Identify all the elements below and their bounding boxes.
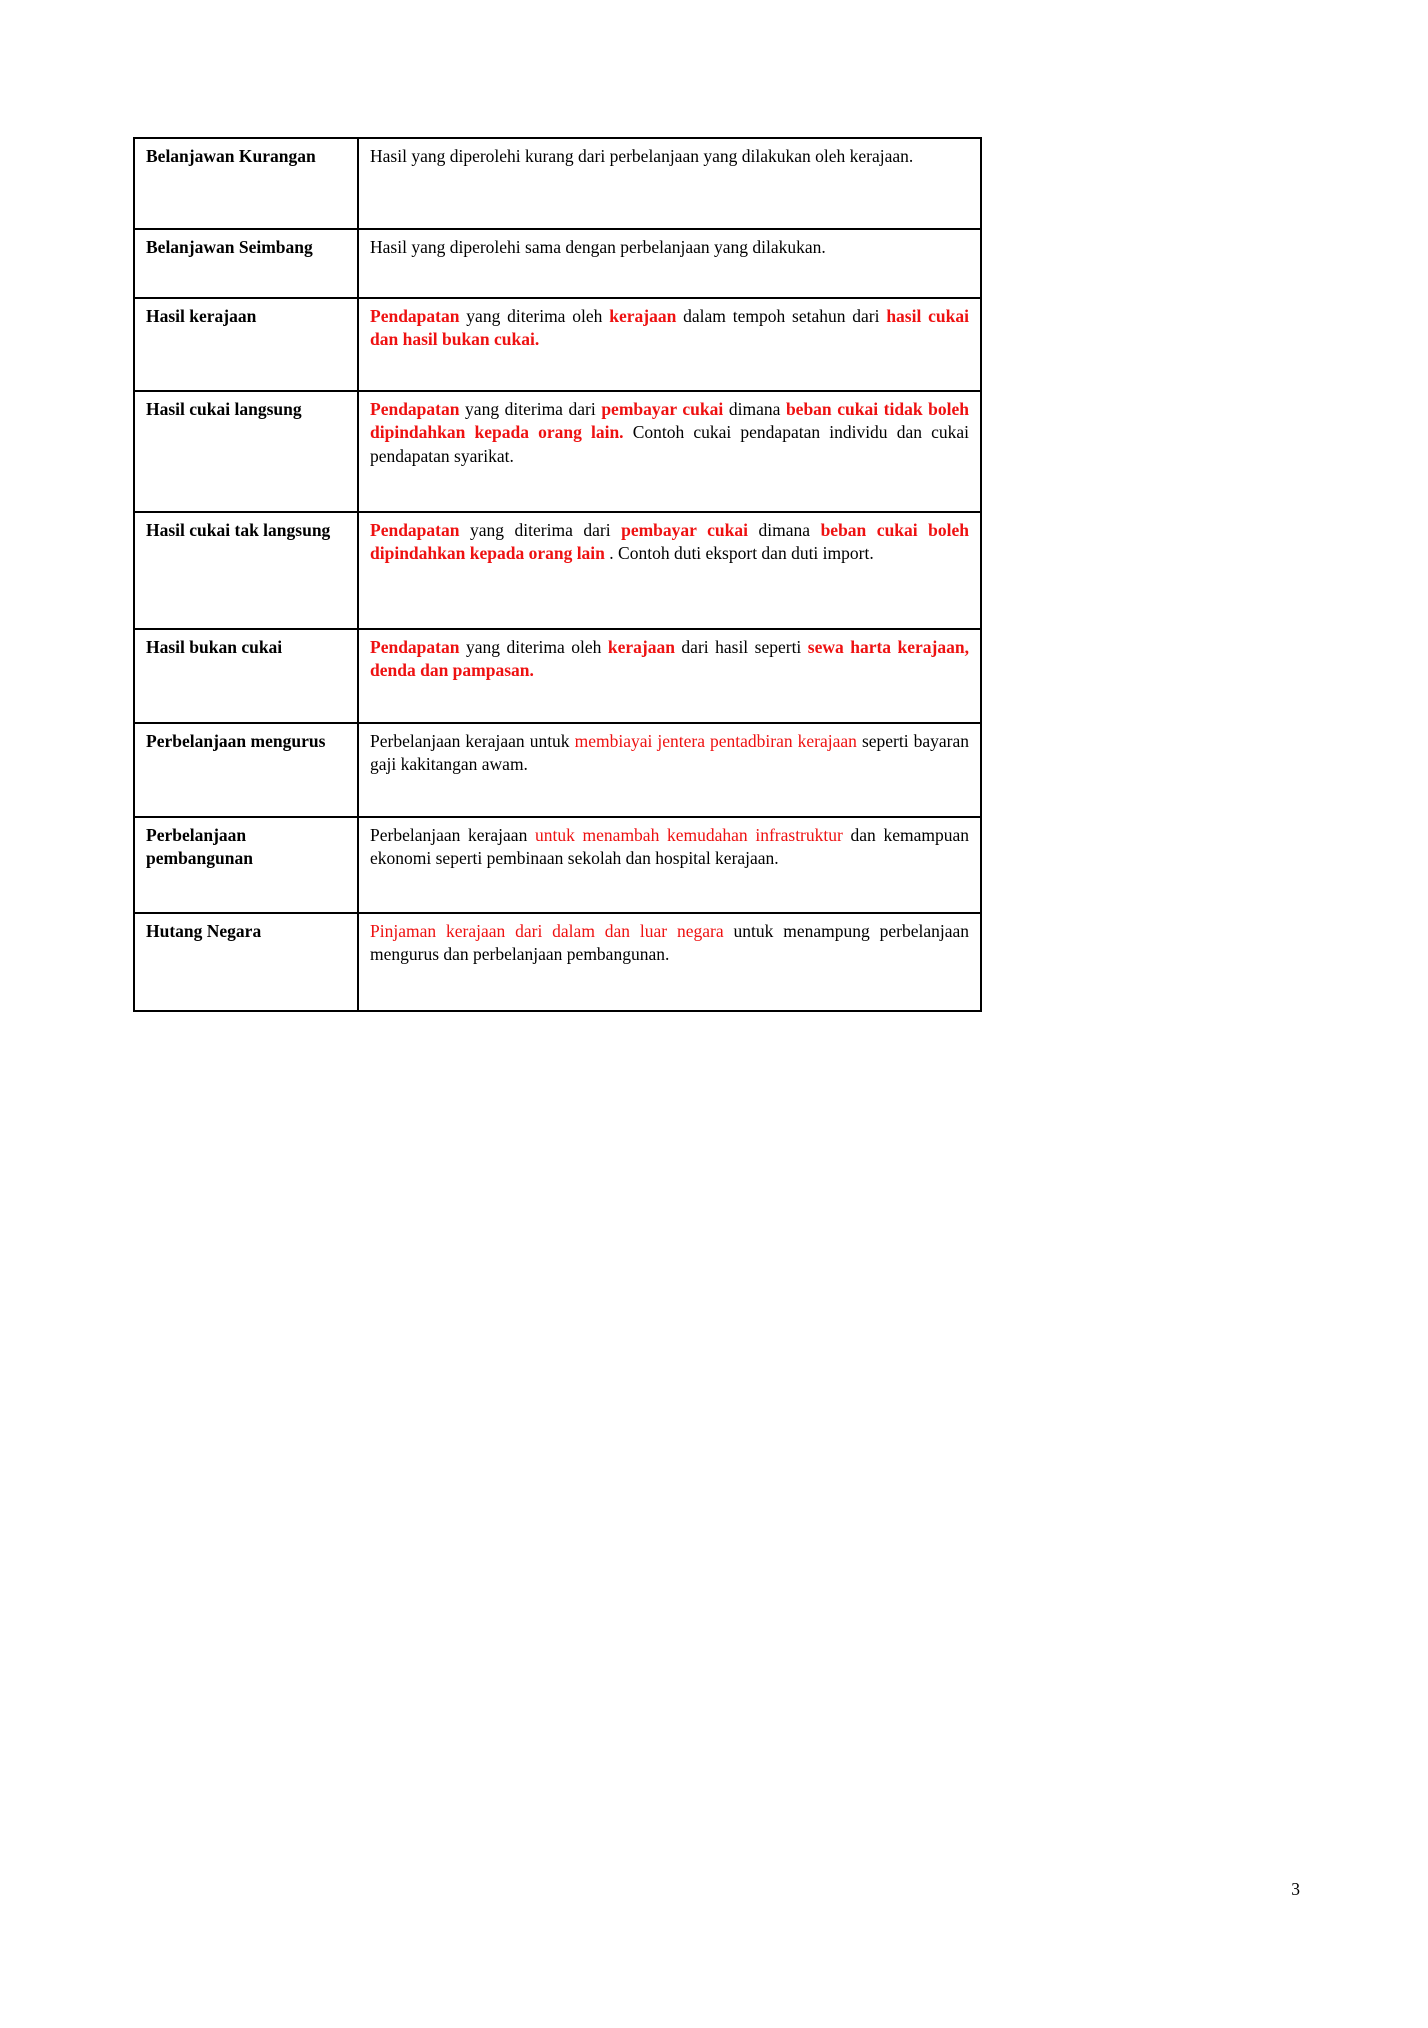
definition-cell [358, 723, 981, 817]
definition-segment: membiayai jentera pentadbiran kerajaan [574, 731, 862, 751]
table-row [134, 391, 981, 512]
definition-segment: . Contoh duti eksport dan duti import. [609, 543, 874, 564]
definition-segment: beban cukai tidak boleh dipindahkan kepada orang lain. [370, 399, 969, 443]
definition-segment: yang diterima dari [470, 520, 622, 540]
definition-cell [358, 817, 981, 913]
term-cell: Perbelanjaan mengurus [134, 723, 358, 817]
term-cell: Belanjawan Seimbang [134, 229, 358, 298]
definition-segment: Pendapatan [370, 306, 467, 326]
definition-segment: kerajaan [607, 637, 682, 657]
definition-cell [358, 229, 981, 298]
definition-segment: dan kemampuan ekonomi seperti pembinaan sekolah dan hospital kerajaan. [370, 825, 969, 869]
definition-cell [358, 138, 981, 229]
definition-cell [358, 913, 981, 1011]
definition-segment: sewa harta kerajaan, denda dan pampasan. [370, 637, 969, 681]
definition-segment: yang diterima dari [465, 399, 602, 419]
definition-segment: dalam tempoh setahun dari [683, 306, 887, 326]
term-cell: Perbelanjaan pembangunan [134, 817, 358, 913]
definition-segment: Hasil yang diperolehi sama dengan perbelanjaan yang dilakukan. [370, 237, 826, 257]
definition-segment: pembayar cukai [601, 399, 729, 419]
term-cell: Hasil cukai langsung [134, 391, 358, 512]
definition-segment: untuk menambah kemudahan infrastruktur [535, 825, 851, 845]
definition-cell [358, 391, 981, 512]
definition-segment: seperti bayaran gaji kakitangan awam. [370, 731, 969, 775]
definitions-table [133, 137, 982, 1012]
page-number: 3 [1291, 1879, 1300, 1899]
definition-segment: Pendapatan [370, 520, 470, 540]
table-row [134, 138, 981, 229]
definition-segment: Perbelanjaan kerajaan untuk [370, 731, 575, 751]
definition-segment: Pendapatan [370, 399, 466, 419]
definition-segment: pembayar cukai [621, 520, 759, 540]
definition-segment: Pendapatan [370, 637, 466, 657]
term-cell: Hutang Negara [134, 913, 358, 1011]
table-row [134, 629, 981, 723]
term-cell: Hasil kerajaan [134, 298, 358, 391]
definition-segment: dimana [758, 520, 821, 540]
definition-segment: Perbelanjaan kerajaan [370, 825, 535, 845]
table-row [134, 298, 981, 391]
definition-segment: Pinjaman kerajaan dari dalam dan luar negara [370, 921, 734, 941]
definition-segment: kerajaan [609, 306, 684, 326]
table-row [134, 817, 981, 913]
definition-cell [358, 629, 981, 723]
table-row [134, 723, 981, 817]
term-cell: Belanjawan Kurangan [134, 138, 358, 229]
definition-segment: Contoh cukai pendapatan individu dan cukai pendapatan syarikat. [370, 422, 969, 466]
table-row [134, 512, 981, 629]
definition-cell [358, 512, 981, 629]
definition-segment: yang diterima oleh [465, 637, 608, 657]
definitions-table-body [134, 138, 981, 1011]
definition-segment: Hasil yang diperolehi kurang dari perbelanjaan yang dilakukan oleh kerajaan. [370, 146, 914, 166]
definition-segment: hasil cukai dan hasil bukan cukai. [370, 306, 970, 350]
definition-segment: dari hasil seperti [681, 637, 808, 657]
definition-segment: untuk menampung perbelanjaan mengurus dan perbelanjaan pembangunan. [370, 921, 969, 965]
definition-segment: yang diterima oleh [466, 306, 610, 326]
definition-segment: beban cukai boleh dipindahkan kepada orang lain [370, 520, 970, 564]
term-cell: Hasil bukan cukai [134, 629, 358, 723]
definition-segment: dimana [728, 399, 786, 419]
table-row [134, 229, 981, 298]
definition-cell [358, 298, 981, 391]
term-cell: Hasil cukai tak langsung [134, 512, 358, 629]
table-row [134, 913, 981, 1011]
